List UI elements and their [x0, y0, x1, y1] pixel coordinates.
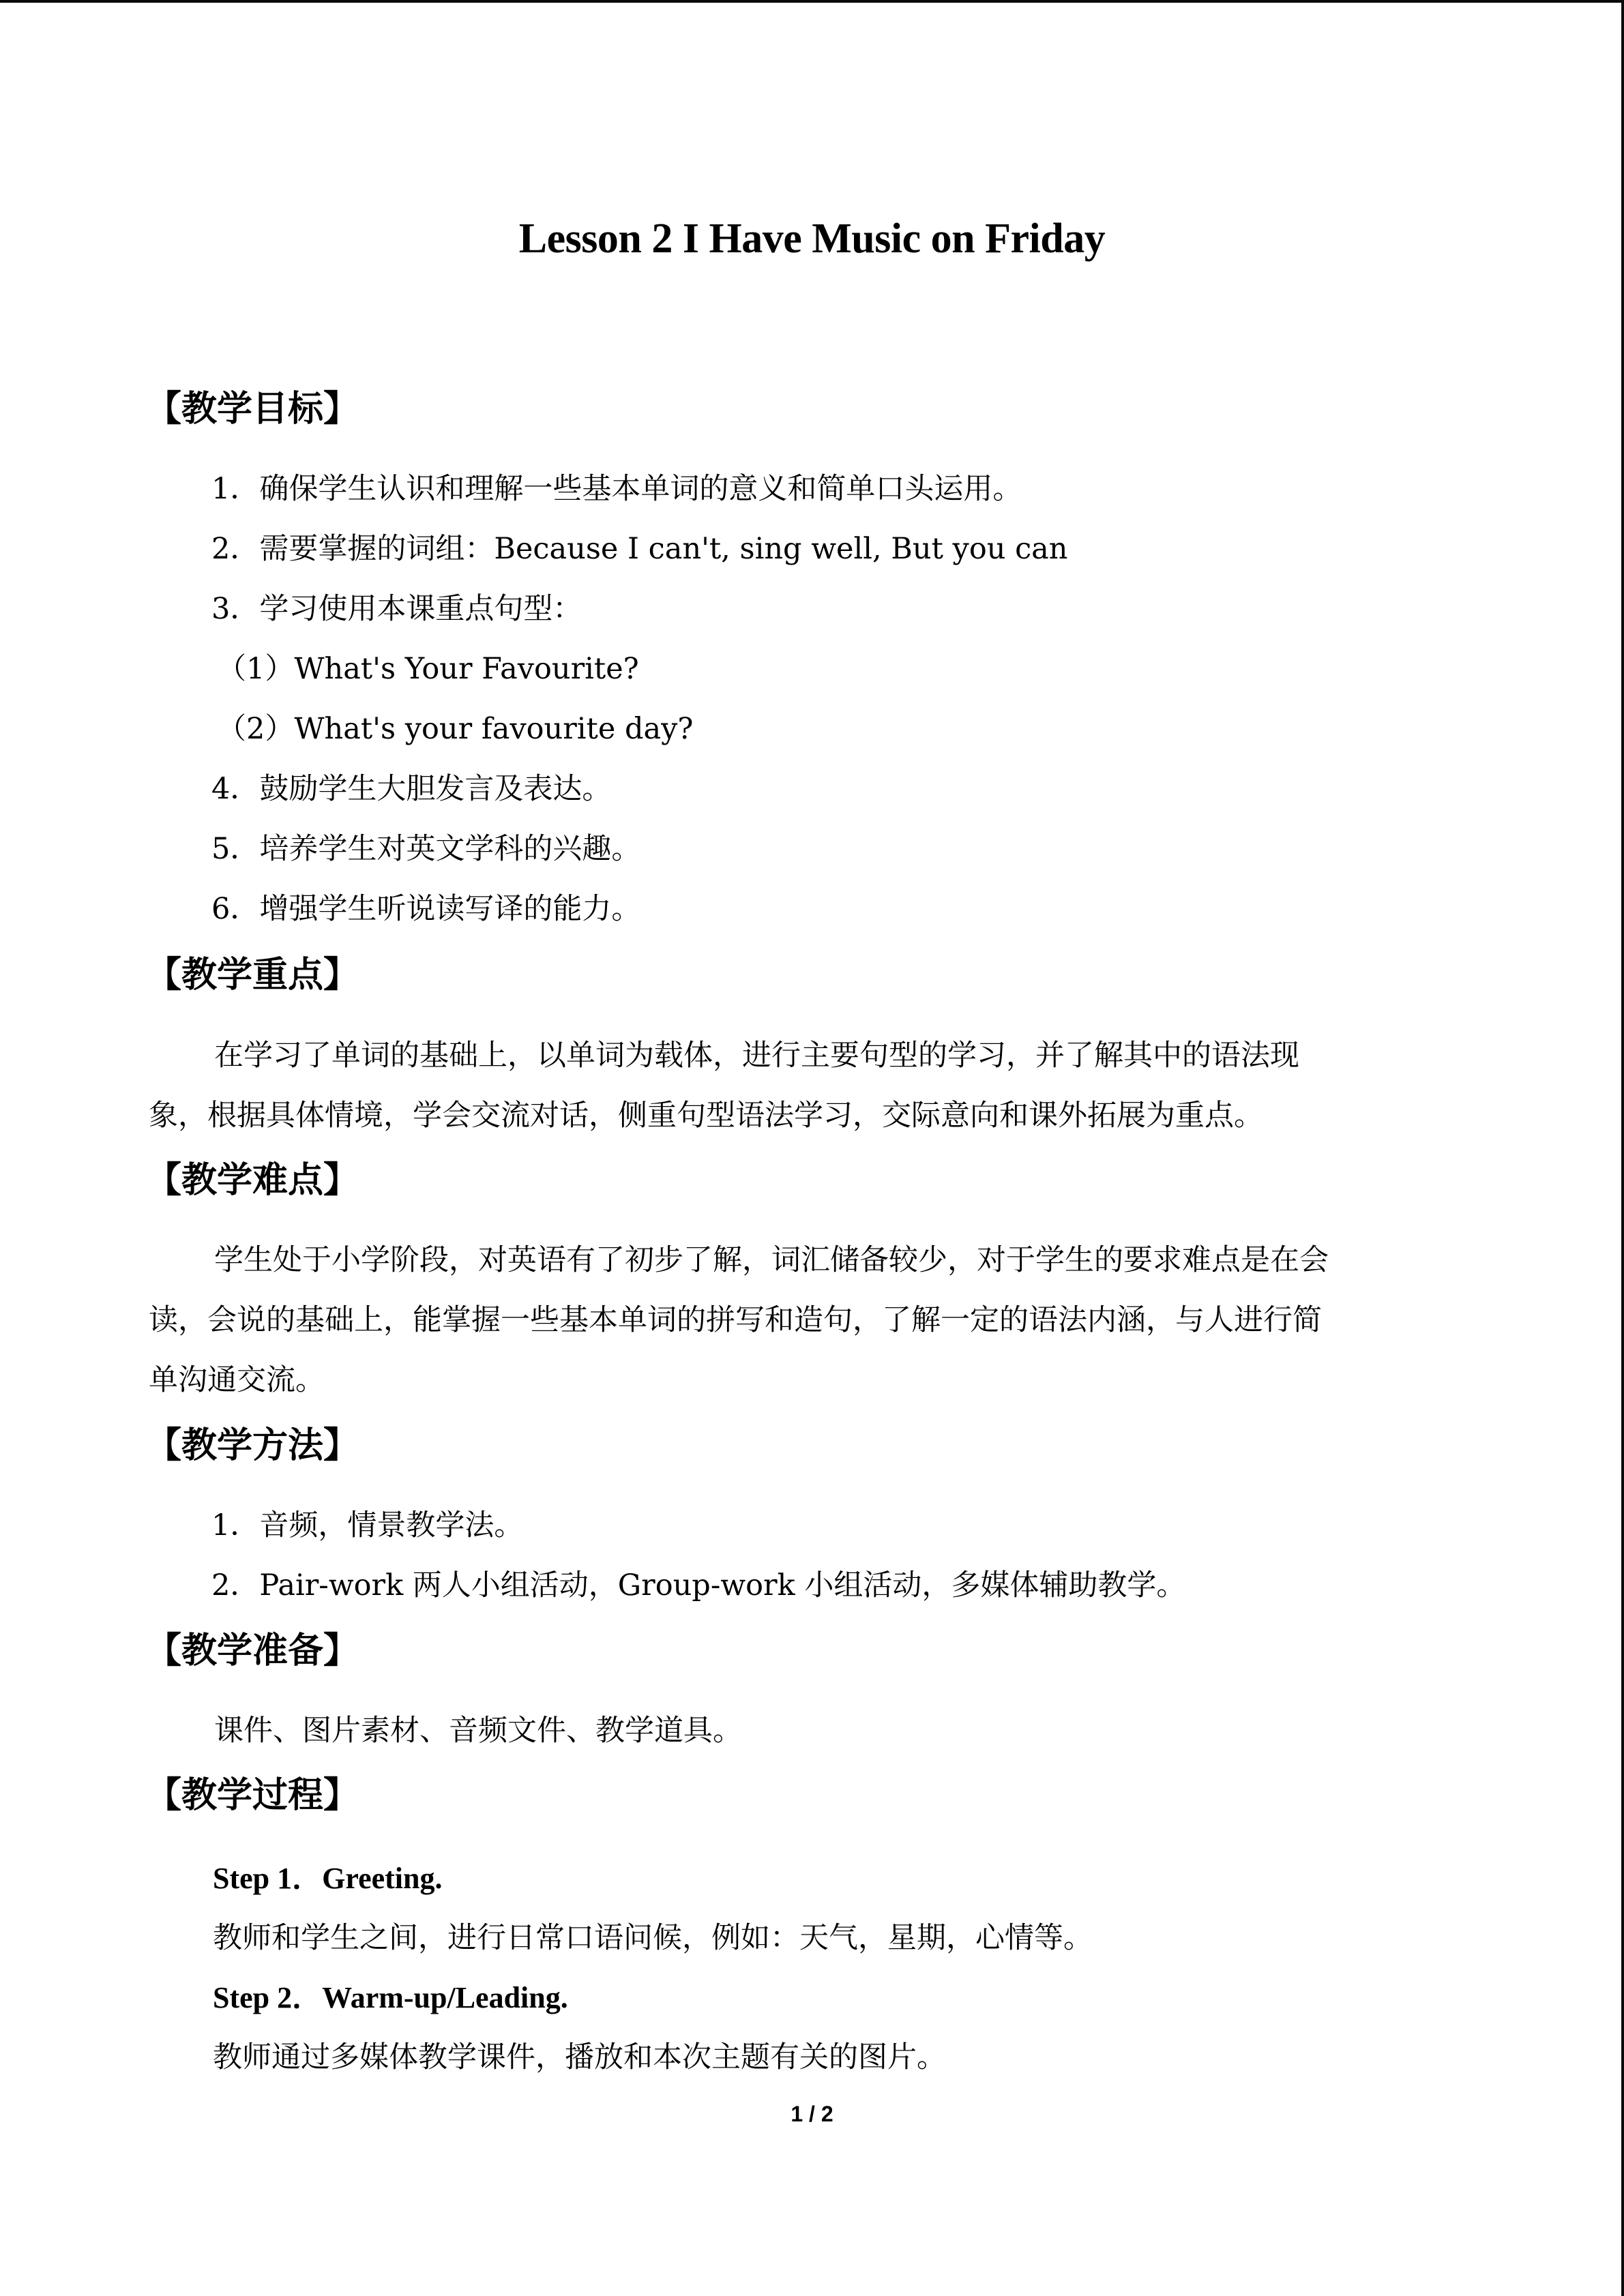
- objective-item: 5．培养学生对英文学科的兴趣。: [211, 832, 641, 866]
- difficulties-paragraph-line: 单沟通交流。: [149, 1363, 325, 1397]
- step-heading: Step 1．Greeting.: [213, 1862, 443, 1895]
- objective-item: 4．鼓励学生大胆发言及表达。: [211, 772, 612, 806]
- page-number: 1 / 2: [791, 2102, 833, 2126]
- objective-item: 3．学习使用本课重点句型：: [211, 592, 582, 626]
- section-heading-preparation: 【教学准备】: [146, 1630, 359, 1671]
- objective-item: 1．确保学生认识和理解一些基本单词的意义和简单口头运用。: [211, 472, 1022, 506]
- section-heading-objectives: 【教学目标】: [146, 389, 359, 430]
- section-heading-key-points: 【教学重点】: [146, 955, 359, 996]
- section-heading-methods: 【教学方法】: [146, 1425, 359, 1466]
- objective-subitem: （1）What's Your Favourite?: [217, 652, 639, 686]
- document-title: Lesson 2 I Have Music on Friday: [518, 215, 1106, 262]
- objective-item: 2．需要掌握的词组：Because I can't, sing well, But you can: [211, 532, 1068, 566]
- difficulties-paragraph-line: 学生处于小学阶段，对英语有了初步了解，词汇储备较少，对于学生的要求难点是在会: [214, 1243, 1329, 1277]
- key-points-paragraph-line: 在学习了单词的基础上，以单词为载体，进行主要句型的学习，并了解其中的语法现: [214, 1039, 1299, 1073]
- step-description: 教师通过多媒体教学课件，播放和本次主题有关的图片。: [213, 2040, 946, 2074]
- objective-item: 6．增强学生听说读写译的能力。: [211, 892, 641, 926]
- section-heading-process: 【教学过程】: [146, 1775, 359, 1816]
- difficulties-paragraph-line: 读，会说的基础上，能掌握一些基本单词的拼写和造句，了解一定的语法内涵，与人进行简: [149, 1303, 1322, 1337]
- method-item: 1．音频，情景教学法。: [211, 1508, 524, 1542]
- method-item: 2．Pair-work 两人小组活动，Group-work 小组活动，多媒体辅助教学。: [211, 1568, 1186, 1602]
- objective-subitem: （2）What's your favourite day?: [217, 712, 694, 746]
- key-points-paragraph-line: 象，根据具体情境，学会交流对话，侧重句型语法学习，交际意向和课外拓展为重点。: [149, 1099, 1263, 1133]
- step-heading: Step 2．Warm-up/Leading.: [213, 1981, 568, 2014]
- section-heading-difficulties: 【教学难点】: [146, 1160, 359, 1201]
- preparation-text: 课件、图片素材、音频文件、教学道具。: [214, 1714, 742, 1748]
- step-description: 教师和学生之间，进行日常口语问候，例如：天气，星期，心情等。: [213, 1921, 1093, 1955]
